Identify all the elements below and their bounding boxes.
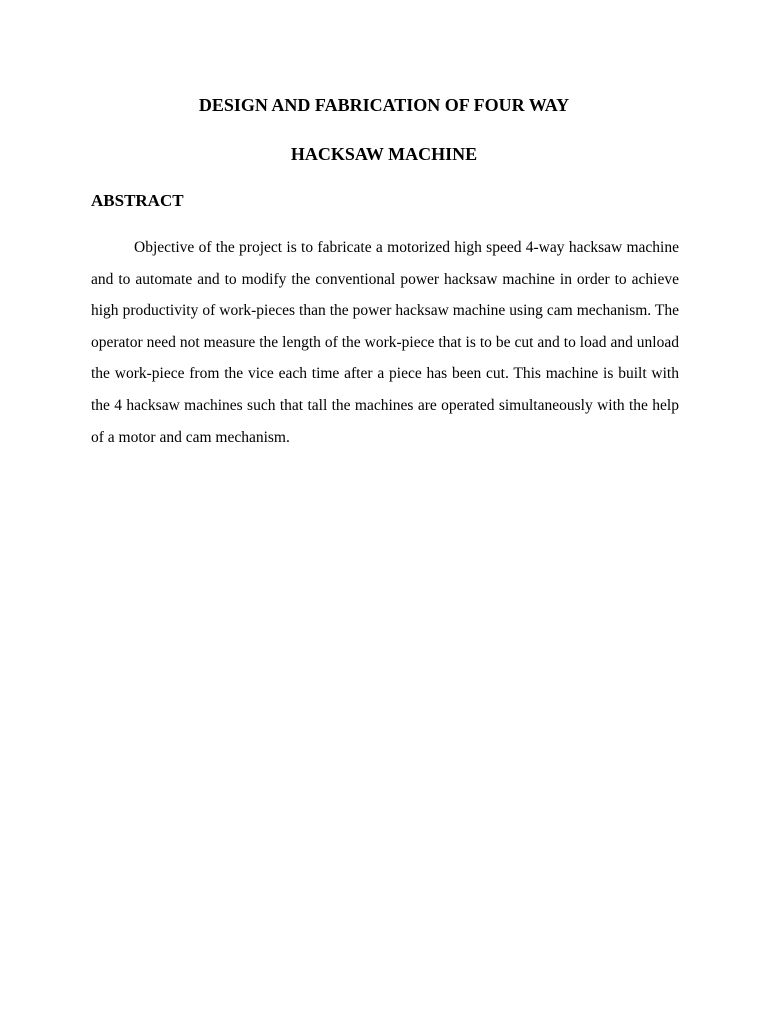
- abstract-heading: ABSTRACT: [91, 191, 184, 210]
- abstract-paragraph: Objective of the project is to fabricate a motorized high speed 4-way hacksaw machine and to automate and to modify the conventional power hacksaw machine in order to achieve high productivity of work-pieces than the power hacksaw machine using cam mechanism. The operator need not measure the length of the work-piece that is to be cut and to load and unload the work-piece from the vice each time after a piece has been cut. This machine is built with the 4 hacksaw machines such that tall the machines are operated simultaneously with the help of a motor and cam mechanism.: [91, 239, 679, 446]
- document-title-line-1: DESIGN AND FABRICATION OF FOUR WAY: [198, 95, 570, 115]
- document-title-line-2: HACKSAW MACHINE: [290, 144, 478, 164]
